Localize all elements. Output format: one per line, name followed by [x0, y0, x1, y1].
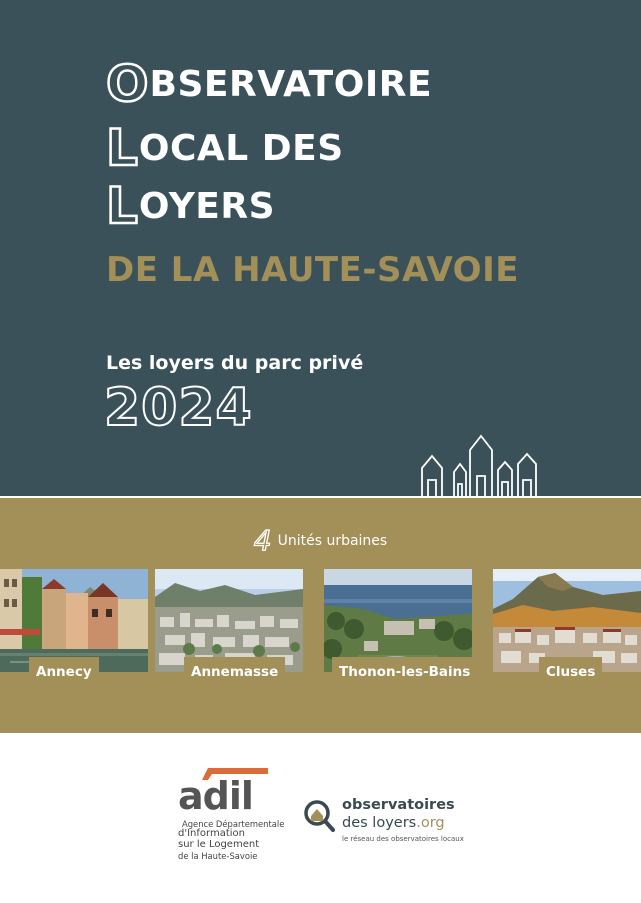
units-heading — [0, 524, 641, 557]
observatoires-tagline: le réseau des observatoires locaux — [342, 835, 464, 843]
units-label: Unités urbaines — [277, 533, 388, 549]
title-line-1 — [106, 55, 433, 113]
city-label: Cluses — [539, 657, 602, 687]
observatoires-logo — [302, 797, 472, 857]
adil-text: Agence Départementale — [182, 819, 285, 829]
units-count: 4 — [253, 524, 272, 557]
magnifier-house-icon — [302, 799, 336, 833]
page-subtitle: DE LA HAUTE-SAVOIE — [106, 250, 519, 290]
adil-wordmark: adil — [178, 774, 253, 818]
city-label: Annemasse — [184, 657, 285, 687]
city-label: Thonon-les-Bains — [332, 657, 477, 687]
adil-text: de la Haute-Savoie — [178, 851, 258, 861]
adil-logo — [178, 768, 285, 864]
observatoires-subtitle — [342, 815, 445, 831]
observatoires-title: observatoires — [342, 797, 455, 813]
title-line-3 — [106, 177, 276, 235]
houses-outline-icon — [420, 432, 542, 498]
report-year: 2024 — [104, 378, 253, 438]
title-initial: L — [106, 119, 137, 177]
report-kicker: Les loyers du parc privé — [106, 352, 364, 374]
title-initial: L — [106, 177, 137, 235]
observatoires-subtitle-suffix: .org — [416, 815, 445, 831]
city-label: Annecy — [29, 657, 99, 687]
adil-text: d'Information — [178, 828, 245, 839]
adil-text: sur le Logement — [178, 839, 260, 850]
title-text: OCAL DES — [138, 128, 344, 169]
observatoires-subtitle-main: des loyers — [342, 815, 417, 831]
divider-rule — [0, 496, 641, 498]
title-line-2 — [106, 119, 344, 177]
title-initial: O — [106, 55, 148, 113]
title-text: BSERVATOIRE — [149, 64, 433, 105]
title-text: OYERS — [138, 186, 276, 227]
